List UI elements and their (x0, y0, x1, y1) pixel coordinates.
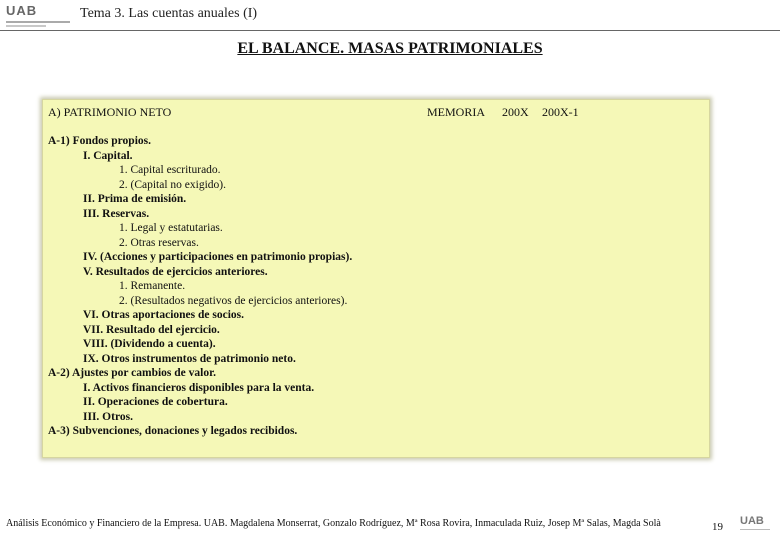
balance-item: 1. Remanente. (119, 280, 186, 292)
balance-items-list (48, 134, 352, 439)
page-number: 19 (712, 521, 723, 533)
balance-item: 1. Capital escriturado. (119, 164, 221, 176)
balance-item: I. Activos financieros disponibles para la venta. (83, 381, 315, 394)
balance-item: III. Otros. (83, 410, 133, 423)
logo-line (6, 21, 70, 23)
balance-item: A-1) Fondos propios. (48, 135, 151, 147)
logo-line (740, 529, 770, 530)
balance-item: V. Resultados de ejercicios anteriores. (83, 265, 268, 278)
balance-item: IV. (Acciones y participaciones en patrimonio propias). (83, 251, 353, 263)
header-divider (0, 30, 780, 31)
page-title: EL BALANCE. MASAS PATRIMONIALES (237, 40, 543, 57)
uab-logo-footer (740, 515, 776, 539)
column-header-prior-year: 200X-1 (542, 105, 579, 119)
logo-line (6, 25, 46, 27)
slide-header-title: Tema 3. Las cuentas anuales (I) (80, 6, 258, 21)
balance-item: 2. Otras reservas. (119, 236, 199, 249)
balance-item: 1. Legal y estatutarias. (119, 222, 223, 234)
balance-item: VI. Otras aportaciones de socios. (83, 309, 244, 321)
balance-item: I. Capital. (83, 149, 133, 162)
column-header-memoria: MEMORIA (427, 105, 486, 119)
uab-logo-text: UAB (6, 3, 38, 18)
balance-item: II. Operaciones de cobertura. (83, 396, 228, 408)
balance-item: II. Prima de emisión. (83, 193, 187, 205)
balance-item: VIII. (Dividendo a cuenta). (83, 338, 216, 350)
uab-logo-footer-text: UAB (740, 515, 764, 527)
balance-item: A-3) Subvenciones, donaciones y legados recibidos. (48, 425, 298, 437)
balance-item: A-2) Ajustes por cambios de valor. (48, 367, 217, 379)
column-header-year: 200X (502, 105, 529, 119)
section-label: A) PATRIMONIO NETO (48, 105, 172, 119)
balance-item: IX. Otros instrumentos de patrimonio neto. (83, 352, 296, 365)
uab-logo (6, 3, 72, 31)
balance-item: 2. (Resultados negativos de ejercicios anteriores). (119, 294, 348, 307)
footer-credits: Análisis Económico y Financiero de la Empresa. UAB. Magdalena Monserrat, Gonzalo Rodríguez, Mª Rosa Rovira, Inmaculada Ruiz, Josep Mª Salas, Magda Solà (6, 518, 661, 529)
balance-item: III. Reservas. (83, 207, 150, 220)
balance-item: VII. Resultado del ejercicio. (83, 323, 220, 336)
balance-item: 2. (Capital no exigido). (119, 178, 226, 191)
